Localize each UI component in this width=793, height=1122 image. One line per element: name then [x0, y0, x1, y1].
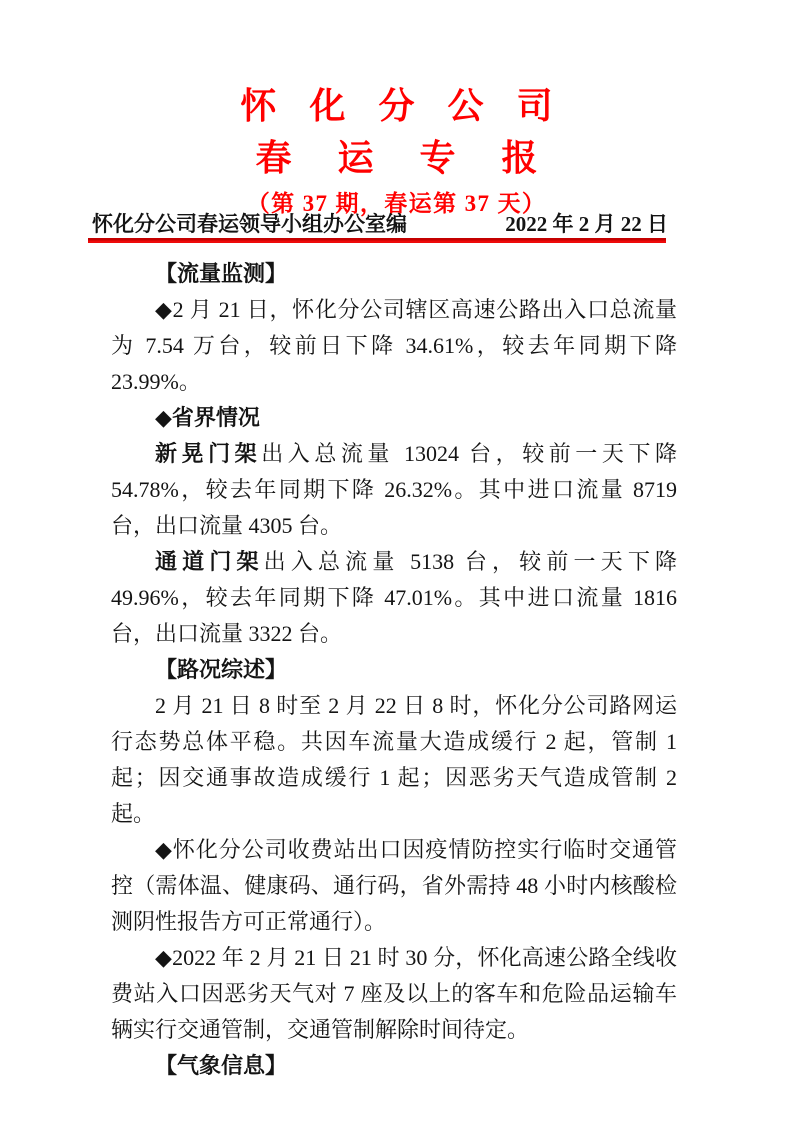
editor-label: 怀化分公司春运领导小组办公室编 [92, 212, 407, 236]
paragraph: 新晃门架出入总流量 13024 台，较前一天下降 54.78%，较去年同期下降 26.32%。其中进口流量 8719 台，出口流量 4305 台。 [111, 441, 677, 538]
paragraph: ◆2022 年 2 月 21 日 21 时 30 分，怀化高速公路全线收费站入口因恶劣天气对 7 座及以上的客车和危险品运输车辆实行交通管制，交通管制解除时间待定。 [111, 945, 677, 1042]
paragraph: ◆怀化分公司收费站出口因疫情防控实行临时交通管控（需体温、健康码、通行码，省外需持 48 小时内核酸检测阴性报告方可正常通行）。 [111, 837, 677, 934]
masthead-row [92, 211, 668, 237]
red-divider-rule [88, 238, 666, 243]
section-heading: 【气象信息】 [155, 1053, 288, 1078]
document-body [111, 256, 677, 1084]
issue-line: （第 37 期，春运第 37 天） [246, 191, 547, 216]
company-title: 怀 化 分 公 司 [240, 85, 565, 126]
section-heading: 【路况综述】 [155, 657, 288, 682]
paragraph: 2 月 21 日 8 时至 2 月 22 日 8 时，怀化分公司路网运行态势总体平稳。共因车流量大造成缓行 2 起，管制 1 起；因交通事故造成缓行 1 起；因恶劣天气造成管制 2 起。 [111, 693, 677, 826]
paragraph-lead: 新晃门架 [155, 441, 262, 466]
paragraph: 通道门架出入总流量 5138 台，较前一天下降 49.96%，较去年同期下降 47.01%。其中进口流量 1816 台，出口流量 3322 台。 [111, 549, 677, 646]
issue-date: 2022 年 2 月 22 日 [505, 212, 668, 236]
report-title: 春 运 专 报 [255, 137, 556, 178]
section-heading: ◆省界情况 [155, 405, 260, 430]
paragraph-lead: 通道门架 [155, 549, 264, 574]
section-heading: 【流量监测】 [155, 261, 288, 286]
document-header [0, 84, 793, 218]
paragraph: ◆2 月 21 日，怀化分公司辖区高速公路出入口总流量为 7.54 万台，较前日下降 34.61%，较去年同期下降 23.99%。 [111, 297, 677, 394]
